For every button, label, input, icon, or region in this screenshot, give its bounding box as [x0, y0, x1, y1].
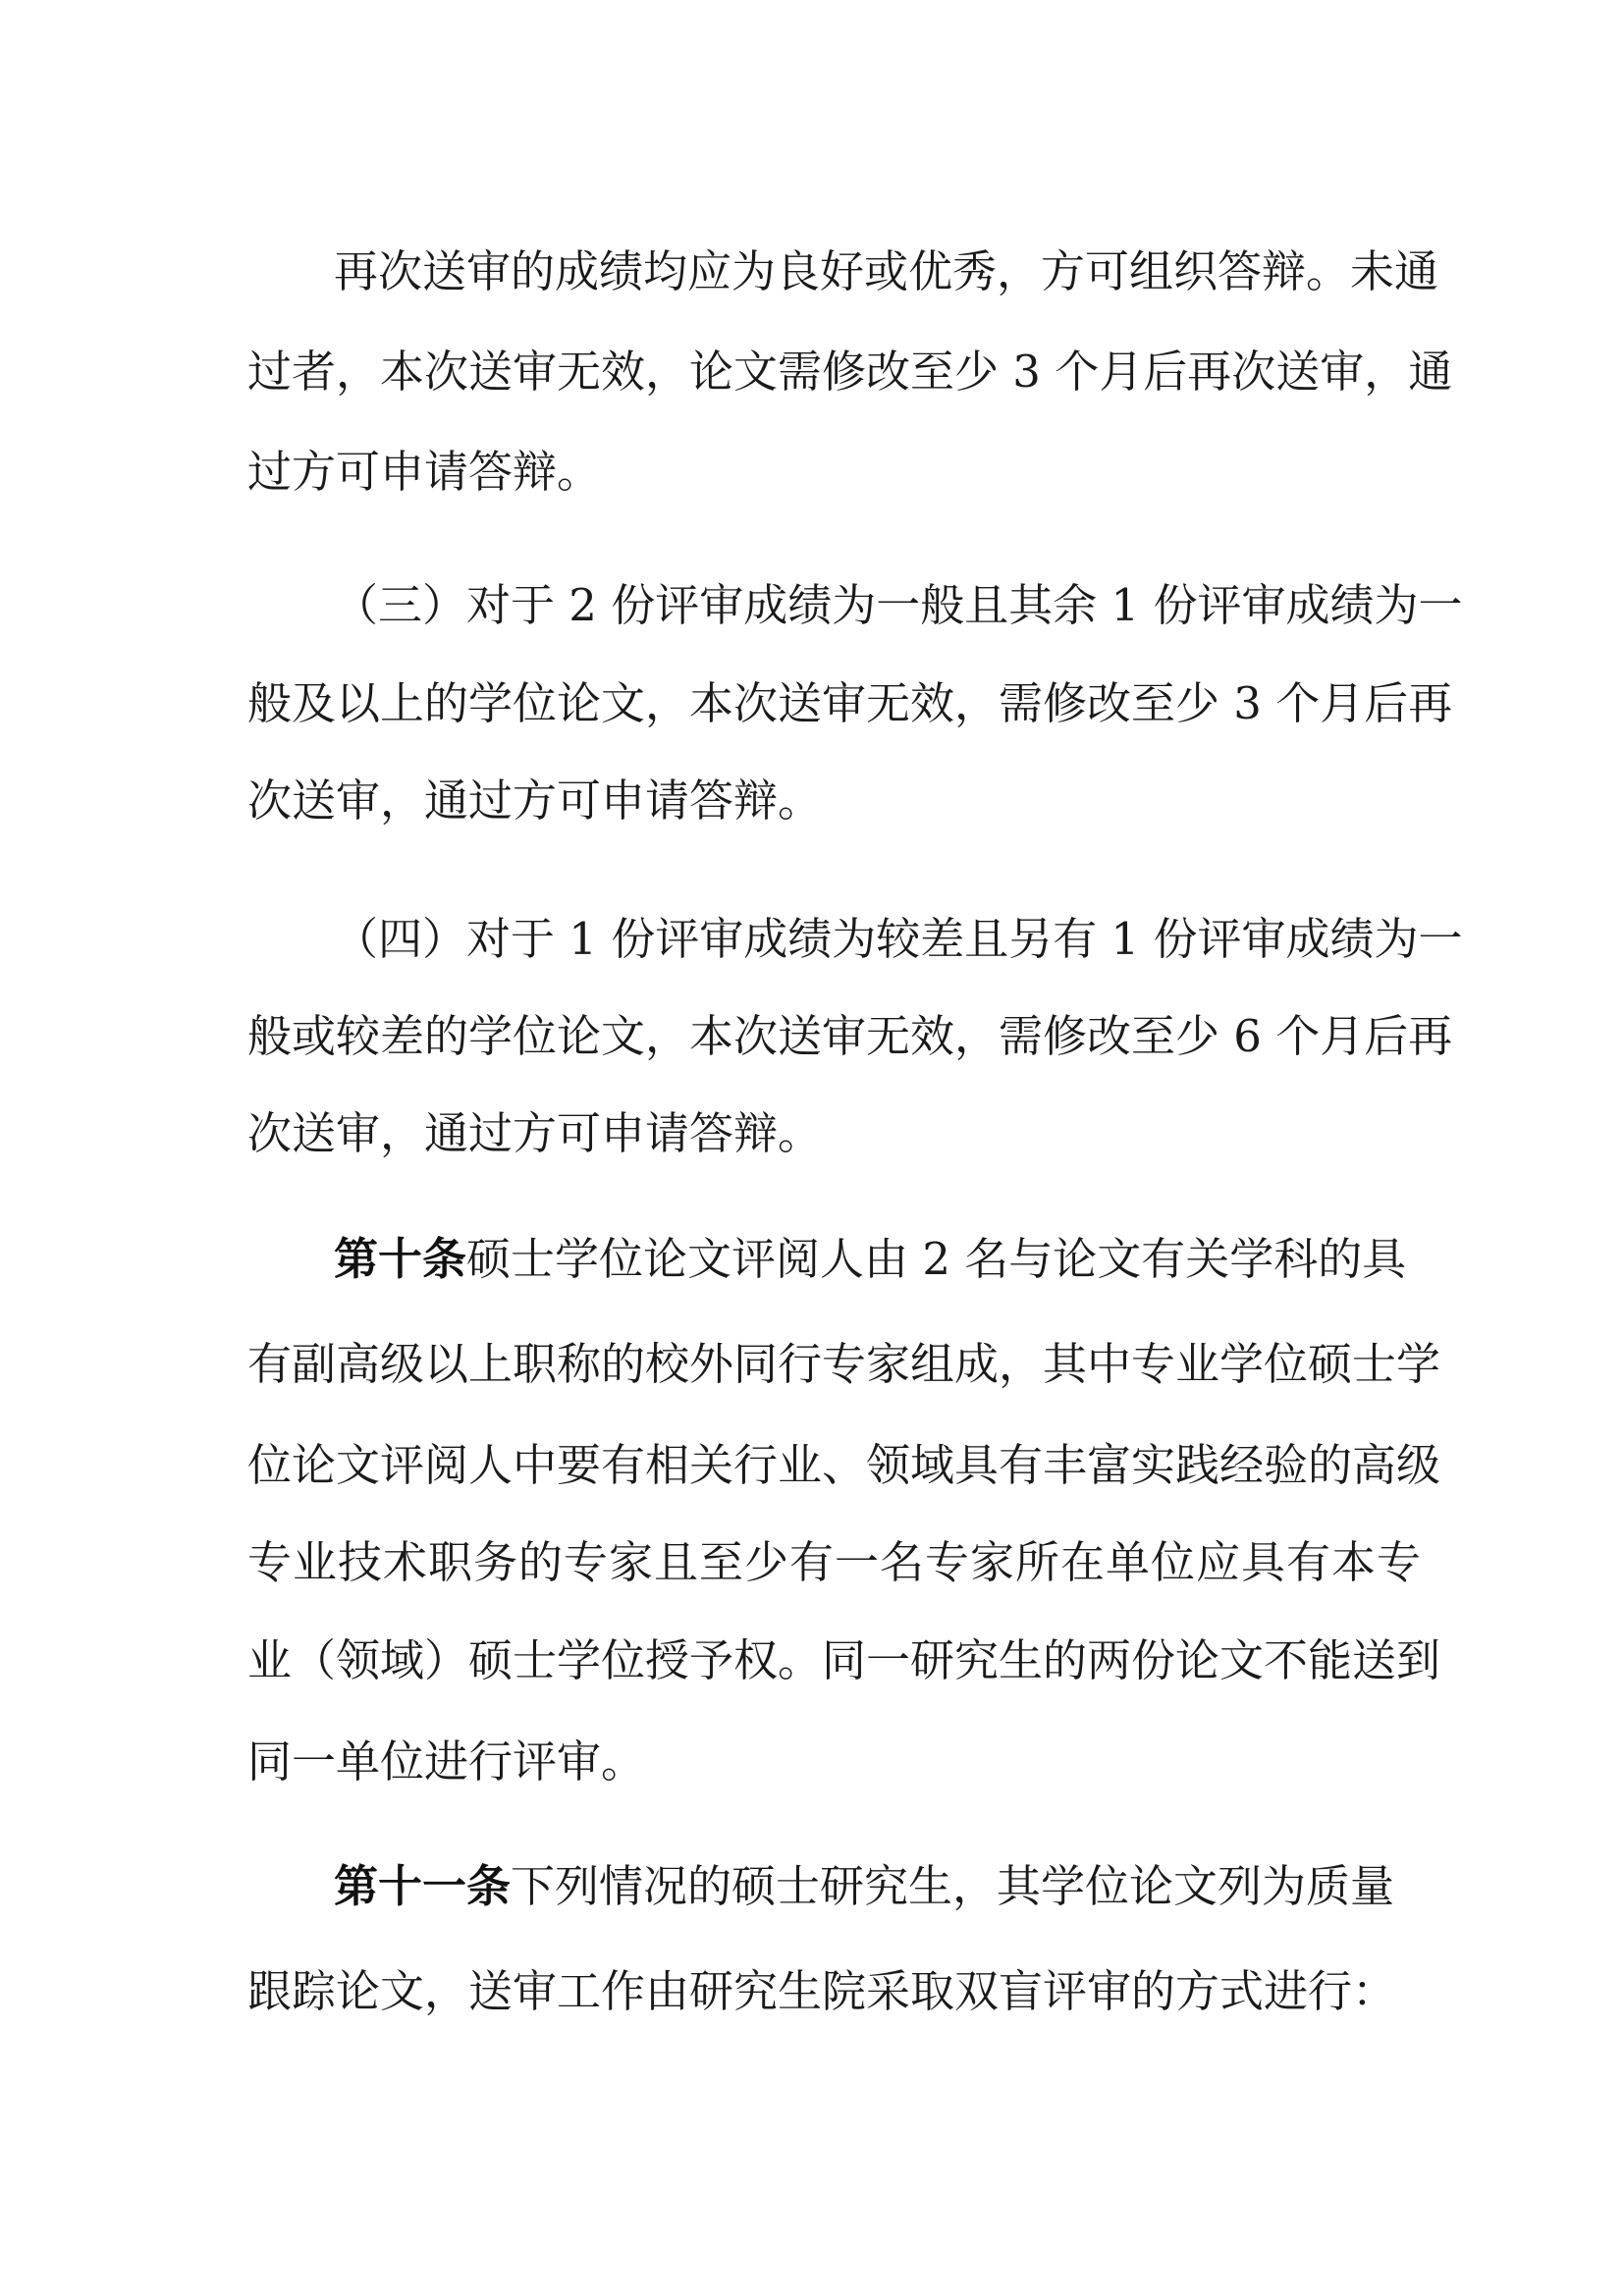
paragraph-2-line-2: 般及以上的学位论文，本次送审无效，需修改至少 3 个月后再 — [247, 677, 1453, 729]
article-11-heading: 第十一条 — [334, 1860, 512, 1912]
paragraph-1-line-3: 过方可申请答辩。 — [247, 446, 602, 498]
paragraph-3-line-3: 次送审，通过方可申请答辩。 — [247, 1107, 823, 1159]
article-10-line-6: 同一单位进行评审。 — [247, 1735, 646, 1788]
paragraph-3-line-2: 般或较差的学位论文，本次送审无效，需修改至少 6 个月后再 — [247, 1010, 1453, 1062]
article-11-line-1: 下列情况的硕士研究生，其学位论文列为质量 — [511, 1860, 1395, 1912]
article-11-first-line — [334, 1857, 1395, 1916]
paragraph-1-line-1: 再次送审的成绩均应为良好或优秀，方可组织答辩。未通 — [334, 245, 1439, 297]
article-10-line-1: 硕士学位论文评阅人由 2 名与论文有关学科的具 — [466, 1233, 1407, 1285]
article-10-line-5: 业（领域）硕士学位授予权。同一研究生的两份论文不能送到 — [247, 1634, 1441, 1686]
article-10-first-line — [334, 1230, 1407, 1289]
paragraph-2-line-1: （三）对于 2 份评审成绩为一般且其余 1 份评审成绩为一 — [334, 579, 1463, 631]
paragraph-3-line-1: （四）对于 1 份评审成绩为较差且另有 1 份评审成绩为一 — [334, 913, 1463, 965]
article-10-line-4: 专业技术职务的专家且至少有一名专家所在单位应具有本专 — [247, 1536, 1423, 1588]
paragraph-2-line-3: 次送审，通过方可申请答辩。 — [247, 774, 823, 827]
article-10-line-3: 位论文评阅人中要有相关行业、领域具有丰富实践经验的高级 — [247, 1439, 1441, 1491]
article-10-line-2: 有副高级以上职称的校外同行专家组成，其中专业学位硕士学 — [247, 1338, 1441, 1390]
paragraph-1-line-2: 过者，本次送审无效，论文需修改至少 3 个月后再次送审，通 — [247, 346, 1453, 398]
article-11-line-2: 跟踪论文，送审工作由研究生院采取双盲评审的方式进行： — [247, 1965, 1397, 2017]
article-10-heading: 第十条 — [334, 1233, 467, 1285]
